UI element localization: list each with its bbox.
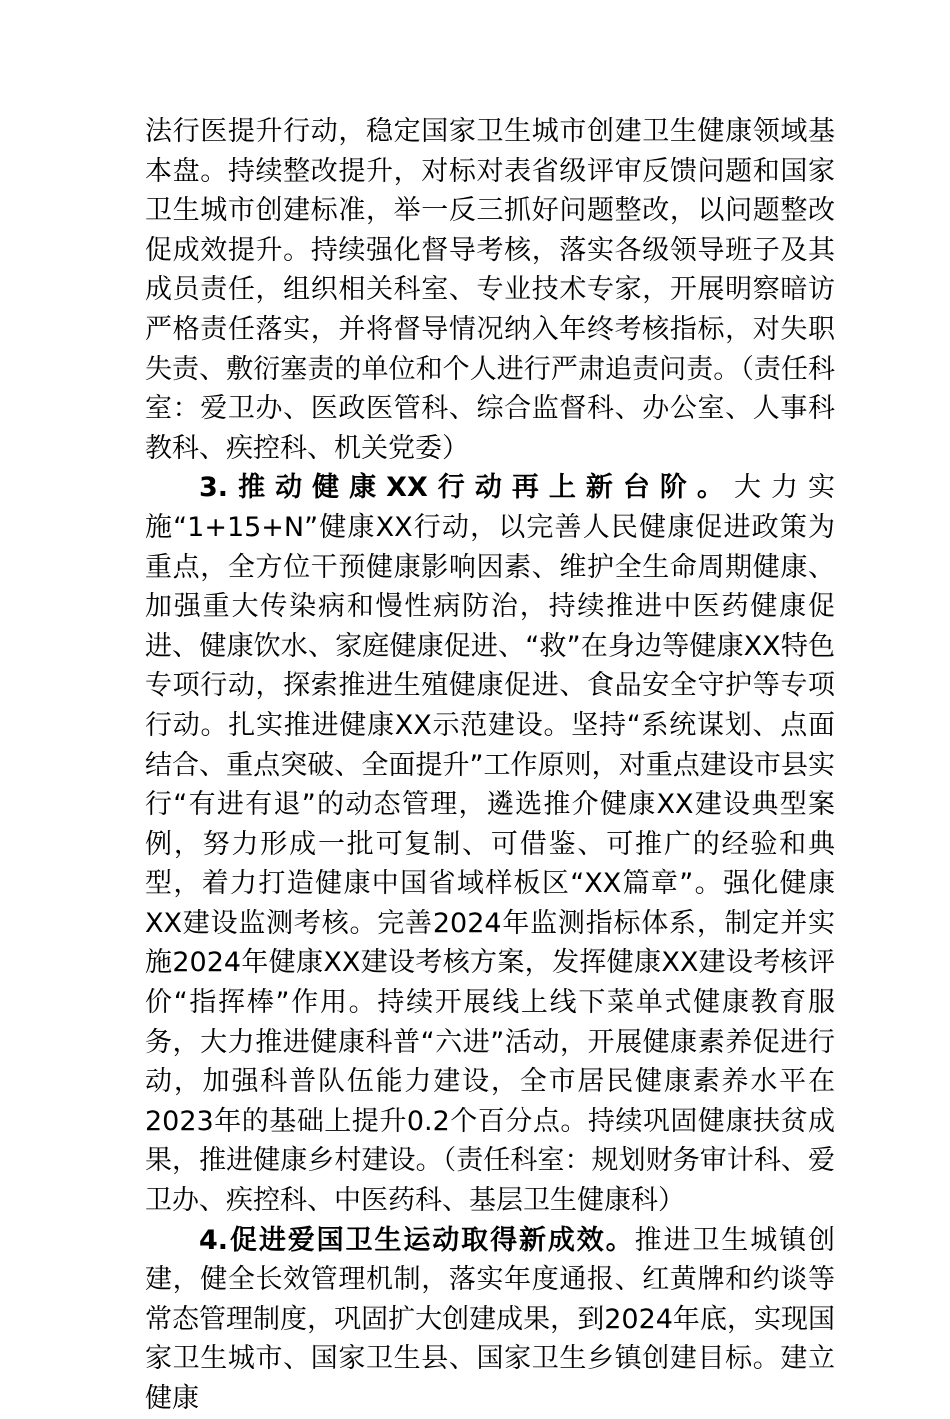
paragraph-3: [145, 1221, 835, 1419]
paragraph-3-text: 推进卫生城镇创建，健全长效管理机制，落实年度通报、红黄牌和约谈等常态管理制度，巩固扩大创建成果，到2024年底，实现国家卫生城市、国家卫生县、国家卫生乡镇创建目标。建立健康: [145, 1224, 836, 1414]
paragraph-1: [145, 112, 835, 468]
paragraph-2-text: 大力实施“1+15+N”健康XX行动，以完善人民健康促进政策为重点，全方位干预健康影响因素、维护全生命周期健康、加强重大传染病和慢性病防治，持续推进中医药健康促进、健康饮水、家庭健康促进、“救”在身边等健康XX特色专项行动，探索推进生殖健康促进、食品安全守护等专项行动。扎实推进健康XX示范建设。坚持“系统谋划、点面结合、重点突破、全面提升”工作原则，对重点建设市县实行“有进有退”的动态管理，遴选推介健康XX建设典型案例，努力形成一批可复制、可借鉴、可推广的经验和典型，着力打造健康中国省域样板区“XX篇章”。强化健康XX建设监测考核。完善2024年监测指标体系，制定并实施2024年健康XX建设考核方案，发挥健康XX建设考核评价“指挥棒”作用。持续开展线上线下菜单式健康教育服务，大力推进健康科普“六进”活动，开展健康素养促进行动，加强科普队伍能力建设，全市居民健康素养水平在2023年的基础上提升0.2个百分点。持续巩固健康扶贫成果，推进健康乡村建设。（责任科室：规划财务审计科、爱卫办、疾控科、中医药科、基层卫生健康科）: [145, 472, 835, 1217]
document-page: [145, 112, 835, 1419]
paragraph-1-text: 法行医提升行动，稳定国家卫生城市创建卫生健康领域基本盘。持续整改提升，对标对表省级评审反馈问题和国家卫生城市创建标准，举一反三抓好问题整改，以问题整改促成效提升。持续强化督导考核，落实各级领导班子及其成员责任，组织相关科室、专业技术专家，开展明察暗访严格责任落实，并将督导情况纳入年终考核指标，对失职失责、敷衍塞责的单位和个人进行严肃追责问责。（责任科室：爱卫办、医政医管科、综合监督科、办公室、人事科教科、疾控科、机关党委）: [145, 116, 835, 464]
section-3-heading: 3.推动健康XX行动再上新台阶。: [199, 472, 734, 504]
paragraph-2: [145, 468, 835, 1220]
section-4-heading: 4.促进爱国卫生运动取得新成效。: [199, 1224, 635, 1256]
